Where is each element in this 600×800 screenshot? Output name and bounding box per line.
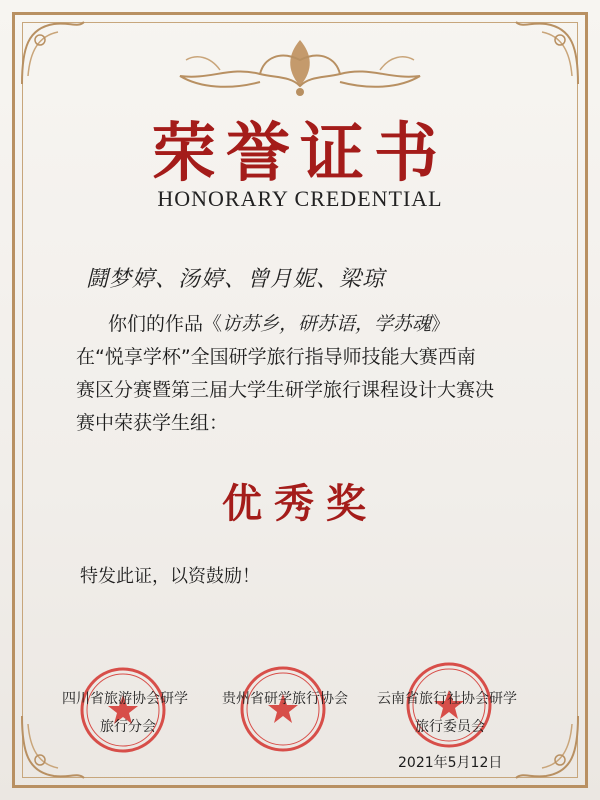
issuer-sichuan-line-2: 旅行分会 xyxy=(100,719,156,735)
official-seal-icon xyxy=(78,665,168,755)
body-line-3: 赛区分赛暨第三届大学生研学旅行课程设计大赛决 xyxy=(76,379,495,401)
issuer-guizhou: 贵州省研学旅行协会 xyxy=(222,691,348,707)
corner-ornament-icon xyxy=(512,712,582,782)
official-seal-icon xyxy=(238,664,328,754)
corner-ornament-icon xyxy=(512,18,582,88)
issuer-yunnan-line-2: 旅行委员会 xyxy=(415,719,485,735)
lotus-ornament-icon xyxy=(160,30,440,100)
recipient-names: 鬪梦婷、汤婷、曾月妮、梁琼 xyxy=(86,267,386,292)
body-line-2: 在“悦享学杯”全国研学旅行指导师技能大赛西南 xyxy=(76,346,476,368)
closing-statement: 特发此证，以资鼓励！ xyxy=(80,566,260,587)
work-title: 访苏乡，研苏语，学苏魂 xyxy=(222,313,432,335)
award-name: 优秀奖 xyxy=(222,480,378,527)
certificate-title: 荣誉证书 xyxy=(152,116,448,191)
body-line-1-prefix: 你们的作品《 xyxy=(108,313,223,335)
body-line-1 xyxy=(108,308,568,341)
body-line-4: 赛中荣获学生组： xyxy=(76,412,229,434)
body-line-1-suffix: 》 xyxy=(431,313,451,335)
issuer-yunnan-line-1: 云南省旅行社协会研学 xyxy=(377,691,517,707)
issuer-sichuan-line-1: 四川省旅游协会研学 xyxy=(62,691,188,707)
certificate-subtitle: HONORARY CREDENTIAL xyxy=(157,186,443,211)
corner-ornament-icon xyxy=(18,18,88,88)
issue-date: 2021年5月12日 xyxy=(398,755,503,771)
